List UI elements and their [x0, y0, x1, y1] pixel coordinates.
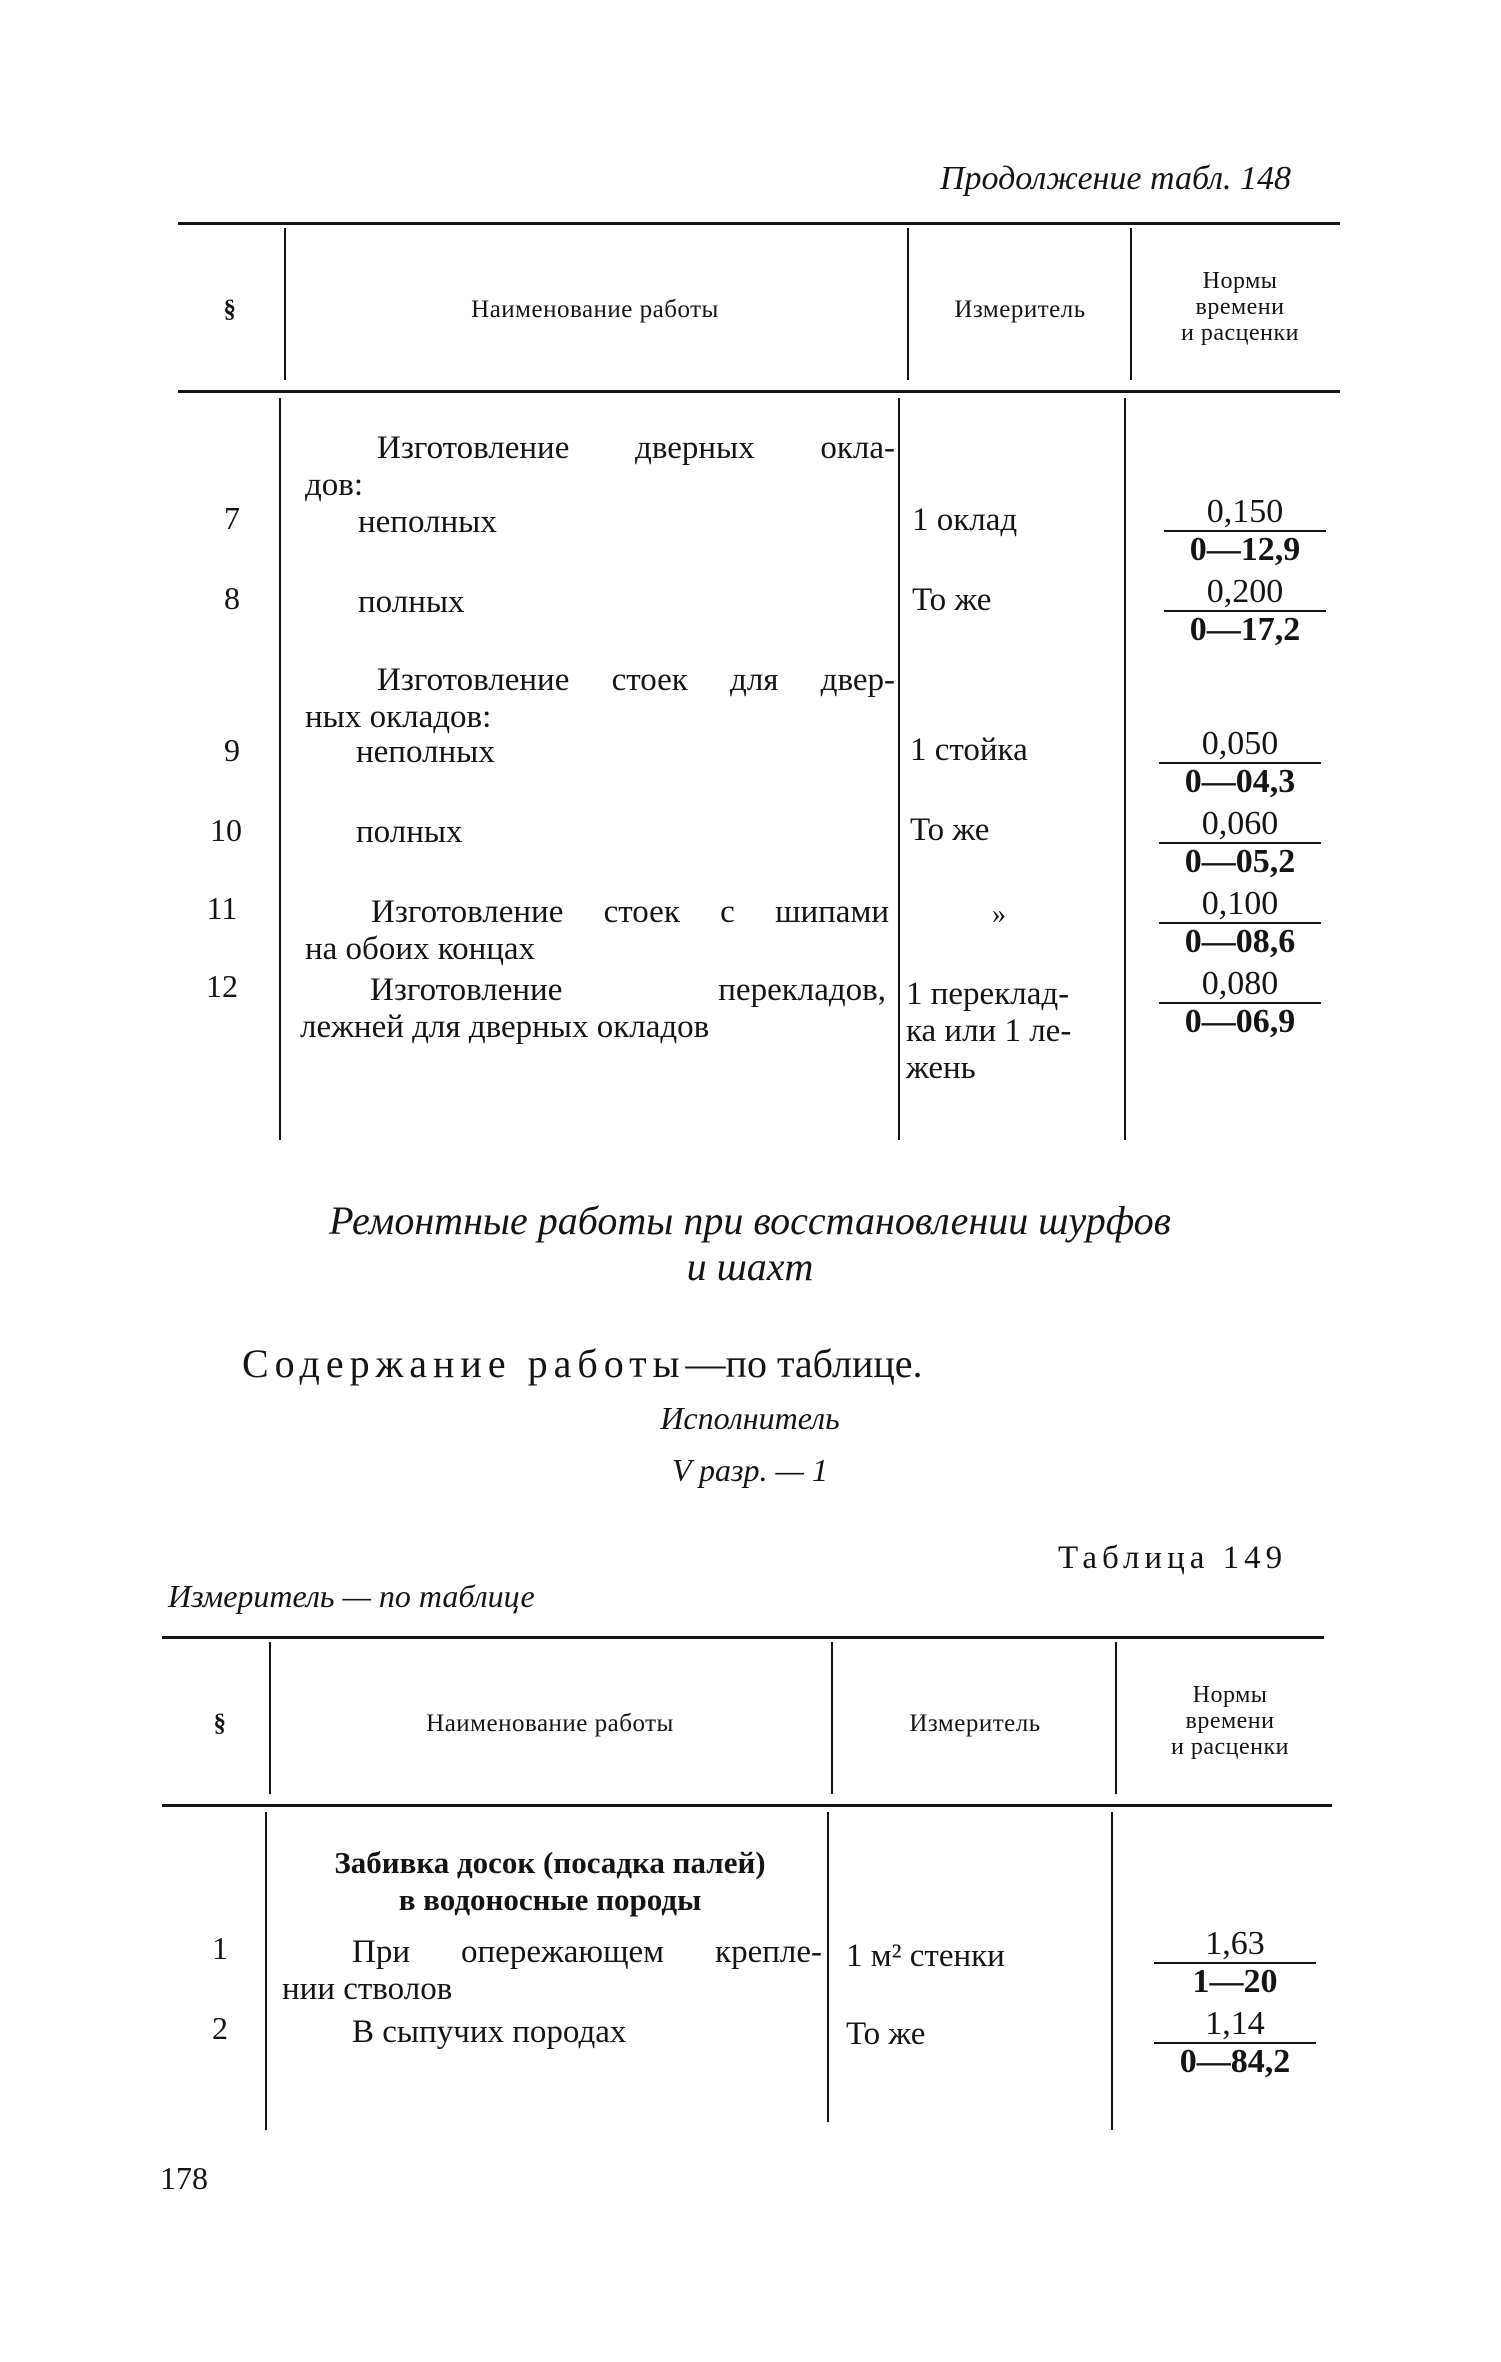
measure-unit: То же — [846, 2016, 926, 2052]
group-title: Изготовление стоек для двер- ных окладов: — [305, 662, 895, 735]
section-title: Ремонтные работы при восстановлении шурфов и шахт — [329, 1198, 1171, 1289]
norm-value: 0,060 0—05,2 — [1155, 806, 1325, 880]
table-header-rule — [178, 390, 1340, 393]
work-content-line — [242, 1340, 923, 1387]
work-name: полных — [358, 584, 465, 620]
work-name: В сыпучих породах — [352, 2014, 627, 2050]
work-name: При опережающем крепле- нии стволов — [282, 1934, 822, 2007]
norm-value: 1,14 0—84,2 — [1150, 2006, 1320, 2080]
column-divider — [279, 398, 281, 1140]
work-content-value: —по таблице. — [685, 1341, 923, 1386]
work-name: неполных — [358, 504, 497, 540]
table-149-caption: Таблица 149 — [1058, 1540, 1288, 1576]
norm-value: 0,050 0—04,3 — [1155, 726, 1325, 800]
row-number: 11 — [206, 890, 238, 926]
norm-value: 1,63 1—20 — [1150, 1926, 1320, 2000]
continuation-label: Продолжение табл. 148 — [940, 160, 1292, 197]
header-name: Наименование работы — [471, 296, 719, 323]
column-divider — [827, 1812, 829, 2122]
norm-value: 0,150 0—12,9 — [1160, 494, 1330, 568]
norm-value: 0,100 0—08,6 — [1155, 886, 1325, 960]
group-title: Изготовление дверных окла- дов: — [305, 430, 895, 503]
measure-unit: 1 оклад — [912, 502, 1018, 538]
norm-value: 0,080 0—06,9 — [1155, 966, 1325, 1040]
header-name: Наименование работы — [426, 1710, 674, 1737]
header-measure: Измеритель — [909, 1710, 1041, 1737]
row-number: 7 — [224, 500, 240, 536]
column-divider — [1111, 1812, 1113, 2130]
column-divider — [1130, 228, 1132, 380]
work-name: полных — [356, 814, 463, 850]
group-title: Забивка досок (посадка палей) в водоносные породы — [334, 1845, 766, 1917]
measure-unit: 1 м² стенки — [846, 1938, 1005, 1974]
measure-unit: 1 стойка — [910, 732, 1028, 768]
table-top-rule — [162, 1636, 1324, 1639]
measure-unit: 1 переклад- ка или 1 ле- жень — [906, 976, 1072, 1086]
work-name: Изготовление стоек с шипами на обоих концах — [305, 894, 889, 967]
work-name: неполных — [356, 734, 495, 770]
row-number: 10 — [210, 812, 242, 848]
row-number: 8 — [224, 580, 240, 616]
measure-unit: То же — [910, 812, 990, 848]
executor-value: V разр. — 1 — [672, 1452, 828, 1488]
measure-note: Измеритель — по таблице — [168, 1578, 535, 1614]
table-top-rule — [178, 222, 1340, 225]
column-divider — [831, 1642, 833, 1794]
work-content-label: Содержание работы — [242, 1341, 686, 1386]
column-divider — [898, 398, 900, 1140]
column-divider — [284, 228, 286, 380]
page-number: 178 — [160, 2160, 208, 2196]
column-divider — [269, 1642, 271, 1794]
row-number: 2 — [212, 2010, 228, 2046]
work-name: Изготовление перекладов, лежней для дверных окладов — [300, 972, 886, 1045]
column-divider — [1115, 1642, 1117, 1794]
header-measure: Измеритель — [954, 296, 1086, 323]
measure-unit: То же — [912, 582, 992, 618]
header-section: § — [223, 296, 237, 323]
column-divider — [1124, 398, 1126, 1140]
table-header-rule — [162, 1804, 1332, 1807]
header-norms: Нормы времени и расценки — [1171, 1682, 1289, 1760]
measure-unit: » — [992, 899, 1006, 930]
column-divider — [265, 1812, 267, 2130]
header-norms: Нормы времени и расценки — [1181, 268, 1299, 346]
row-number: 12 — [206, 968, 238, 1004]
header-section: § — [213, 1710, 227, 1737]
row-number: 1 — [212, 1930, 228, 1966]
executor-label: Исполнитель — [660, 1400, 840, 1436]
column-divider — [907, 228, 909, 380]
row-number: 9 — [224, 732, 240, 768]
norm-value: 0,200 0—17,2 — [1160, 574, 1330, 648]
